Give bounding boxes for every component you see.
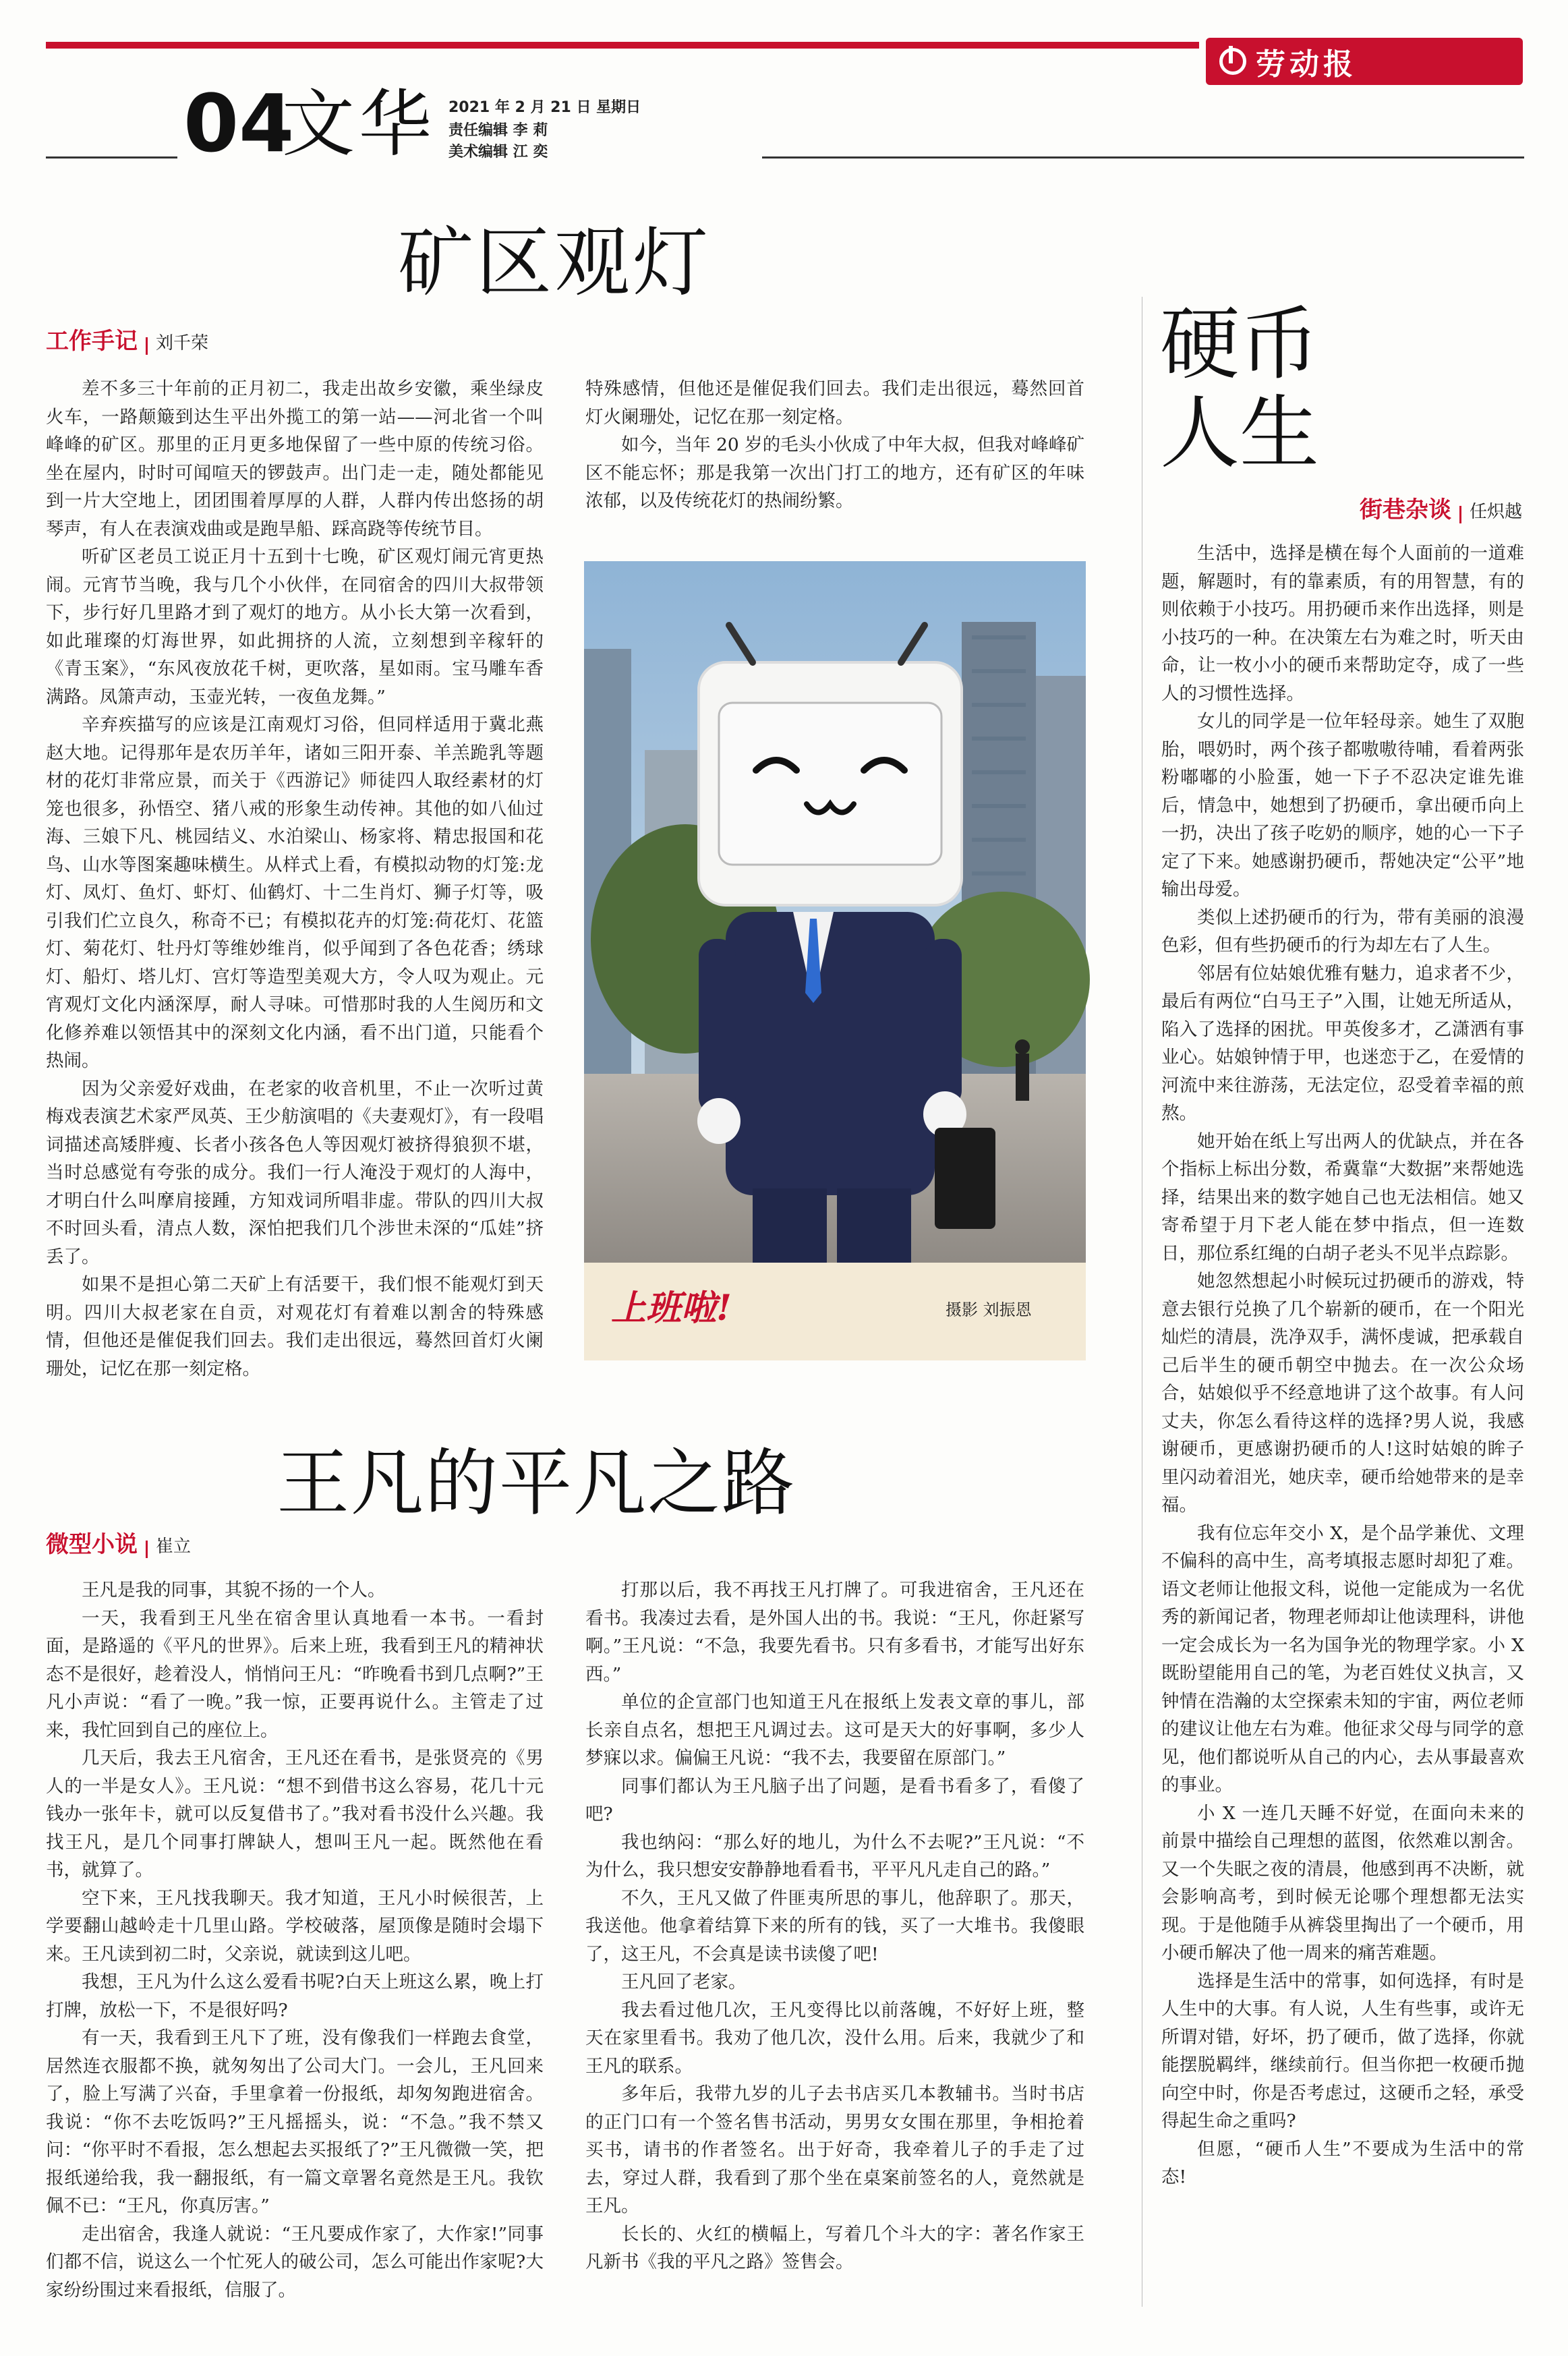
- photo-credit: 摄影 刘振恩: [946, 1300, 1032, 1319]
- editor-line-1: 责任编辑 李 莉: [448, 122, 548, 139]
- photo-image: [584, 561, 1086, 1263]
- byline-separator: [1459, 506, 1461, 523]
- article1-paragraph: 因为父亲爱好戏曲，在老家的收音机里，不止一次听过黄梅戏表演艺术家严凤英、王少舫演唱的《夫妻观灯》，有一段唱词描述高矮胖瘦、长者小孩各色人等因观灯被挤得狼狈不堪，当时总感觉有夸张的成分。我们一行人淹没于观灯的人海中，才明白什么叫摩肩接踵，方知戏词所唱非虚。带队的四川大叔不时回头看，清点人数，深怕把我们几个涉世未深的“瓜娃”挤丢了。: [46, 1078, 544, 1267]
- article2-paragraph: 长长的、火红的横幅上，写着几个斗大的字：著名作家王凡新书《我的平凡之路》签售会。: [585, 2223, 1084, 2272]
- article1-title: 矿区观灯: [398, 219, 711, 307]
- article2-paragraph: 一天，我看到王凡坐在宿舍里认真地看一本书。一看封面，是路遥的《平凡的世界》。后来上班，我看到王凡的精神状态不是很好，趁着没人，悄悄问王凡：“昨晚看书到几点啊?”王凡小声说：“看了一晚。”我一惊，正要再说什么。主管走了过来，我忙回到自己的座位上。: [46, 1607, 544, 1741]
- header-rule-right: [762, 156, 1524, 159]
- article1-paragraph: 辛弃疾描写的应该是江南观灯习俗，但同样适用于冀北燕赵大地。记得那年是农历羊年，诸如三阳开泰、羊羔跪乳等题材的花灯非常应景，而关于《西游记》师徒四人取经素材的灯笼也很多，孙悟空、猪八戒的形象生动传神。其他的如八仙过海、三娘下凡、桃园结义、水泊梁山、杨家将、精忠报国和花鸟、山水等图案趣味横生。从样式上看，有模拟动物的灯笼:龙灯、凤灯、鱼灯、虾灯、仙鹤灯、十二生肖灯、狮子灯等，吸引我们伫立良久，称奇不已；有模拟花卉的灯笼:荷花灯、花篮灯、菊花灯、牡丹灯等维妙维肖，似乎闻到了各色花香；绣球灯、船灯、塔儿灯、宫灯等造型美观大方，令人叹为观止。元宵观灯文化内涵深厚，耐人寻味。可惜那时我的人生阅历和文化修养难以领悟其中的深刻文化内涵，看不出门道，只能看个热闹。: [46, 714, 544, 1071]
- paper-logo: [1206, 38, 1523, 85]
- article3-paragraph: 选择是生活中的常事，如何选择，有时是人生中的大事。有人说，人生有些事，或许无所谓对错，好坏，扔了硬币，做了选择，你就能摆脱羁绊，继续前行。但当你把一枚硬币抛向空中时，你是否考虑过，这硬币之轻，承受得起生命之重吗?: [1161, 1970, 1524, 2131]
- header-red-bar-left: [46, 42, 1199, 49]
- article2-paragraph: 我也纳闷：“那么好的地儿，为什么不去呢?”王凡说：“不为什么，我只想安安静静地看看书，平平凡凡走自己的路。”: [585, 1831, 1084, 1880]
- article1-author: 刘千荣: [156, 333, 209, 353]
- article1-paragraph: 听矿区老员工说正月十五到十七晚，矿区观灯闹元宵更热闹。元宵节当晚，我与几个小伙伴，在同宿舍的四川大叔带领下，步行好几里路才到了观灯的地方。从小长大第一次看到，如此璀璨的灯海世界，如此拥挤的人流，立刻想到辛稼轩的《青玉案》，“东风夜放花千树，更吹落，星如雨。宝马雕车香满路。凤箫声动，玉壶光转，一夜鱼龙舞。”: [46, 546, 544, 708]
- section-name: 文华: [282, 82, 436, 167]
- article3-paragraph: 小 X 一连几天睡不好觉，在面向未来的前景中描绘自己理想的蓝图，依然难以割舍。又一个失眠之夜的清晨，他感到再不决断，就会影响高考，到时候无论哪个理想都无法实现。于是他随手从裤袋里掏出了一个硬币，用小硬币解决了他一周来的痛苦难题。: [1161, 1802, 1524, 1963]
- article3-author: 任炽越: [1469, 502, 1522, 522]
- article1-col1: [46, 375, 544, 1379]
- article2-column: 微型小说: [46, 1531, 138, 1558]
- article1-paragraph: 如果不是担心第二天矿上有活要干，我们恨不能观灯到天明。四川大叔老家在自贡，对观花灯有着难以割舍的特殊感情，但他还是催促我们回去。我们走出很远，蓦然回首灯火阑珊处，记忆在那一刻定格。: [46, 1274, 544, 1379]
- article3-col: [1161, 540, 1524, 2191]
- article2-paragraph: 单位的企宣部门也知道王凡在报纸上发表文章的事儿，部长亲自点名，想把王凡调过去。这可是天大的好事啊，多少人梦寐以求。偏偏王凡说：“我不去，我要留在原部门。”: [585, 1692, 1084, 1769]
- article3-byline: [1360, 491, 1522, 524]
- article2-paragraph: 多年后，我带九岁的儿子去书店买几本教辅书。当时书店的正门口有一个签名售书活动，男男女女围在那里，争相抢着买书，请书的作者签名。出于好奇，我牵着儿子的手走了过去，穿过人群，我看到了那个坐在桌案前签名的人，竟然就是王凡。: [585, 2084, 1084, 2216]
- article2-byline: [46, 1526, 191, 1559]
- article2-paragraph: 空下来，王凡找我聊天。我才知道，王凡小时候很苦，上学要翻山越岭走十几里山路。学校破落，屋顶像是随时会塌下来。王凡读到初二时，父亲说，就读到这儿吧。: [46, 1887, 544, 1965]
- article3-title-line2: 人生: [1160, 386, 1320, 480]
- article2-col1: [46, 1576, 544, 2304]
- article2-paragraph: 打那以后，我不再找王凡打牌了。可我进宿舍，王凡还在看书。我凑过去看，是外国人出的书。我说：“王凡，你赶紧写啊。”王凡说：“不急，我要先看书。只有多看书，才能写出好东西。”: [585, 1580, 1084, 1685]
- article3-paragraph: 女儿的同学是一位年轻母亲。她生了双胞胎，喂奶时，两个孩子都嗷嗷待哺，看着两张粉嘟嘟的小脸蛋，她一下子不忍决定谁先谁后，情急中，她想到了扔硬币，拿出硬币向上一扔，决出了孩子吃奶的顺序，她的心一下子定了下来。她感谢扔硬币，帮她决定“公平”地输出母爱。: [1161, 711, 1524, 900]
- photo-frame: [584, 561, 1086, 1360]
- logo-text: 劳动报: [1256, 47, 1357, 82]
- photo-caption: 上班啦!: [611, 1288, 732, 1329]
- article2-paragraph: 几天后，我去王凡宿舍，王凡还在看书，是张贤亮的《男人的一半是女人》。王凡说：“想不到借书这么容易，花几十元钱办一张年卡，就可以反复借书了。”我对看书没什么兴趣。我找王凡，是几个同事打牌缺人，想叫王凡一起。既然他在看书，就算了。: [46, 1748, 544, 1880]
- article1-col2: [585, 375, 1084, 515]
- article2-paragraph: 王凡是我的同事，其貌不扬的一个人。: [82, 1580, 386, 1601]
- article2-title: 王凡的平凡之路: [277, 1441, 796, 1526]
- article2-paragraph: 同事们都认为王凡脑子出了问题，是看书看多了，看傻了吧?: [585, 1775, 1084, 1825]
- article1-paragraph: 如今，当年 20 岁的毛头小伙成了中年大叔，但我对峰峰矿区不能忘怀；那是我第一次出门打工的地方，还有矿区的年味浓郁，以及传统花灯的热闹纷繁。: [585, 434, 1084, 511]
- article3-paragraph: 邻居有位姑娘优雅有魅力，追求者不少，最后有两位“白马王子”入围，让她无所适从，陷入了选择的困扰。甲英俊多才，乙潇洒有事业心。姑娘钟情于甲，也迷恋于乙，在爱情的河流中来往游荡，无法定位，忍受着幸福的煎熬。: [1161, 962, 1524, 1124]
- article2-author: 崔立: [156, 1536, 192, 1557]
- article3-title-line1: 硬币: [1160, 297, 1320, 391]
- article3-paragraph: 生活中，选择是横在每个人面前的一道难题，解题时，有的靠素质，有的用智慧，有的则依赖于小技巧。用扔硬币来作出选择，则是小技巧的一种。在决策左右为难之时，听天由命，让一枚小小的硬币来帮助定夺，成了一些人的习惯性选择。: [1161, 543, 1524, 704]
- article3-paragraph: 我有位忘年交小 X，是个品学兼优、文理不偏科的高中生，高考填报志愿时却犯了难。语文老师让他报文科，说他一定能成为一名优秀的新闻记者，物理老师却让他读理科，讲他一定会成长为一名为国争光的物理学家。小 X 既盼望能用自己的笔，为老百姓仗义执言，又钟情在浩瀚的太空探索未知的宇宙，两位老师的建议让他左右为难。他征求父母与同学的意见，他们都说听从自己的内心，去从事最喜欢的事业。: [1161, 1522, 1524, 1795]
- article2-paragraph: 有一天，我看到王凡下了班，没有像我们一样跑去食堂，居然连衣服都不换，就匆匆出了公司大门。一会儿，王凡回来了，脸上写满了兴奋，手里拿着一份报纸，却匆匆跑进宿舍。我说：“你不去吃饭吗?”王凡摇摇头，说：“不急。”我不禁又问：“你平时不看报，怎么想起去买报纸了?”王凡微微一笑，把报纸递给我，我一翻报纸，有一篇文章署名竟然是王凡。我钦佩不已：“王凡，你真厉害。”: [46, 2028, 544, 2216]
- article2-paragraph: 我去看过他几次，王凡变得比以前落魄，不好好上班，整天在家里看书。我劝了他几次，没什么用。后来，我就少了和王凡的联系。: [585, 1999, 1084, 2077]
- article3-paragraph: 她开始在纸上写出两人的优缺点，并在各个指标上标出分数，希冀靠“大数据”来帮她选择，结果出来的数字她自己也无法相信。她又寄希望于月下老人能在梦中指点，但一连数日，那位系红绳的白胡子老头不见半点踪影。: [1161, 1130, 1524, 1264]
- editor-line-2: 美术编辑 江 奕: [448, 144, 548, 161]
- article2-paragraph: 我想，王凡为什么这么爱看书呢?白天上班这么累，晚上打打牌，放松一下，不是很好吗?: [46, 1972, 544, 2021]
- page-number: 04: [183, 77, 295, 170]
- article3-paragraph: 类似上述扔硬币的行为，带有美丽的浪漫色彩，但有些扔硬币的行为却左右了人生。: [1161, 907, 1524, 956]
- byline-separator: [146, 1541, 148, 1558]
- article1-paragraph-continued: 特殊感情，但他还是催促我们回去。我们走出很远，蓦然回首灯火阑珊处，记忆在那一刻定格。: [585, 378, 1084, 428]
- issue-date: 2021 年 2 月 21 日 星期日: [448, 99, 641, 116]
- article2-paragraph: 不久，王凡又做了件匪夷所思的事儿，他辞职了。那天，我送他。他拿着结算下来的所有的钱，买了一大堆书。我傻眼了，这王凡，不会真是读书读傻了吧!: [585, 1887, 1084, 1965]
- byline-separator: [146, 337, 148, 355]
- article3-column: 街巷杂谈: [1359, 496, 1451, 523]
- article1-byline: [46, 322, 208, 355]
- article1-paragraph: 差不多三十年前的正月初二，我走出故乡安徽，乘坐绿皮火车，一路颠簸到达生平出外揽工的第一站——河北省一个叫峰峰的矿区。那里的正月更多地保留了一些中原的传统习俗。坐在屋内，时时可闻喧天的锣鼓声。出门走一走，随处都能见到一片大空地上，团团围着厚厚的人群，人群内传出悠扬的胡琴声，有人在表演戏曲或是跑旱船、踩高跷等传统节目。: [46, 378, 544, 540]
- article1-column: 工作手记: [46, 328, 138, 355]
- article2-paragraph: 王凡回了老家。: [621, 1972, 747, 1992]
- article2-col2: [585, 1576, 1084, 2276]
- article3-paragraph: 她忽然想起小时候玩过扔硬币的游戏，特意去银行兑换了几个崭新的硬币，在一个阳光灿烂的清晨，洗净双手，满怀虔诚，把承载自己后半生的硬币朝空中抛去。在一次公众场合，姑娘似乎不经意地讲了这个故事。有人问丈夫，你怎么看待这样的选择?男人说，我感谢硬币，更感谢扔硬币的人!这时姑娘的眸子里闪动着泪光，她庆幸，硬币给她带来的是幸福。: [1161, 1271, 1524, 1516]
- article3-paragraph: 但愿，“硬币人生”不要成为生活中的常态!: [1161, 2138, 1524, 2187]
- article2-paragraph: 走出宿舍，我逢人就说：“王凡要成作家了，大作家!”同事们都不信，说这么一个忙死人的破公司，怎么可能出作家呢?大家纷纷围过来看报纸，信服了。: [46, 2223, 544, 2301]
- header-rule-left: [46, 156, 177, 159]
- logo-mark-icon: [1219, 48, 1246, 75]
